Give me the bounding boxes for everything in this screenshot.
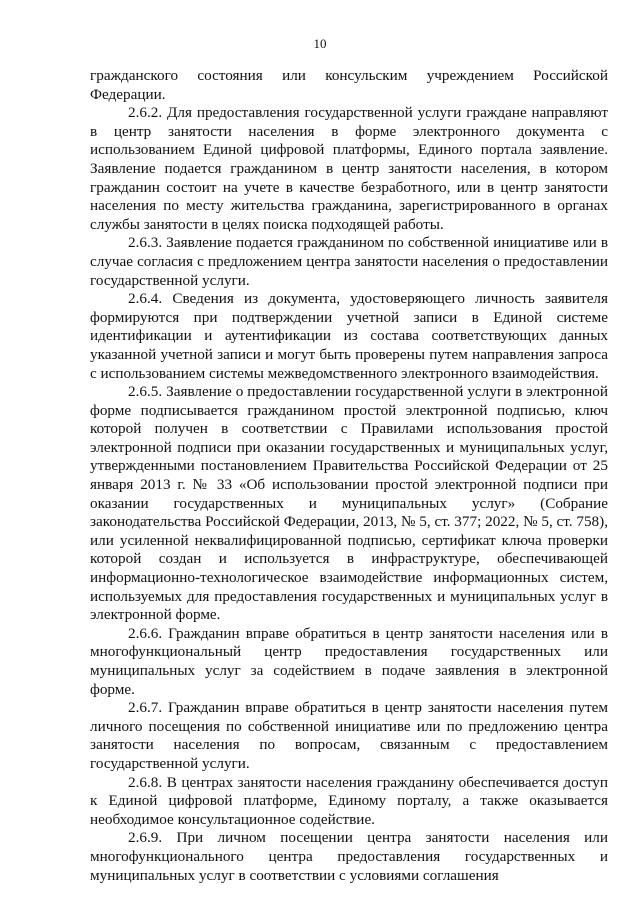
paragraph-2-6-2: 2.6.2. Для предоставления государственной услуги граждане направляют в центр занятости населения в форме электронного документа с использованием Единой цифровой платформы, Единого портала заявление. Заявление подается гражданином в центр занятости населения, в котором гражданин состоит на учете в качестве безработного, или в центр занятости населения по месту жительства гражданина, зарегистрированного в органах службы занятости в целях поиска подходящей работы.	[90, 104, 608, 233]
paragraph-2-6-5: 2.6.5. Заявление о предоставлении государственной услуги в электронной форме подписывается гражданином простой электронной подписью, ключ которой получен в соответствии с Правилами использования простой электронной подписи при оказании государственных и муниципальных услуг, утвержденными постановлением Правительства Российской Федерации от 25 января 2013 г. № 33 «Об использовании простой электронной подписи при оказании государственных и муниципальных услуг» (Собрание законодательства Российской Федерации, 2013, № 5, ст. 377; 2022, № 5, ст. 758), или усиленной неквалифицированной подписью, сертификат ключа проверки которой создан и используется в инфраструктуре, обеспечивающей информационно-технологическое взаимодействие информационных систем, используемых для предоставления государственных и муниципальных услуг в электронной форме.	[90, 383, 609, 624]
paragraph-2-6-6: 2.6.6. Гражданин вправе обратиться в центр занятости населения или в многофункциональный центр предоставления государственных или муниципальных услуг за содействием в подаче заявления в электронной форме.	[90, 624, 608, 698]
page-number: 10	[313, 36, 327, 51]
paragraph-2-6-4: 2.6.4. Сведения из документа, удостоверяющего личность заявителя формируются при подтверждении учетной записи в Единой системе идентификации и аутентификации из состава соответствующих данных указанной учетной записи и могут быть проверены путем направления запроса с использованием системы межведомственного электронного взаимодействия.	[90, 290, 608, 382]
paragraph-2-6-8: 2.6.8. В центрах занятости населения гражданину обеспечивается доступ к Единой цифровой платформе, Единому порталу, а также оказывается необходимое консультационное содействие.	[90, 773, 608, 828]
paragraph-2-6-9: 2.6.9. При личном посещении центра занятости населения или многофункционального центра предоставления государственных и муниципальных услуг в соответствии с условиями соглашения	[90, 829, 608, 884]
paragraph-continuation: гражданского состояния или консульским учреждением Российской Федерации.	[90, 67, 608, 103]
paragraph-2-6-3: 2.6.3. Заявление подается гражданином по собственной инициативе или в случае согласия с предложением центра занятости населения о предоставлении государственной услуги.	[90, 234, 608, 289]
paragraph-2-6-7: 2.6.7. Гражданин вправе обратиться в центр занятости населения путем личного посещения по собственной инициативе или по предложению центра занятости населения по вопросам, связанным с предоставлением государственной услуги.	[90, 699, 608, 772]
document-body	[90, 67, 608, 885]
